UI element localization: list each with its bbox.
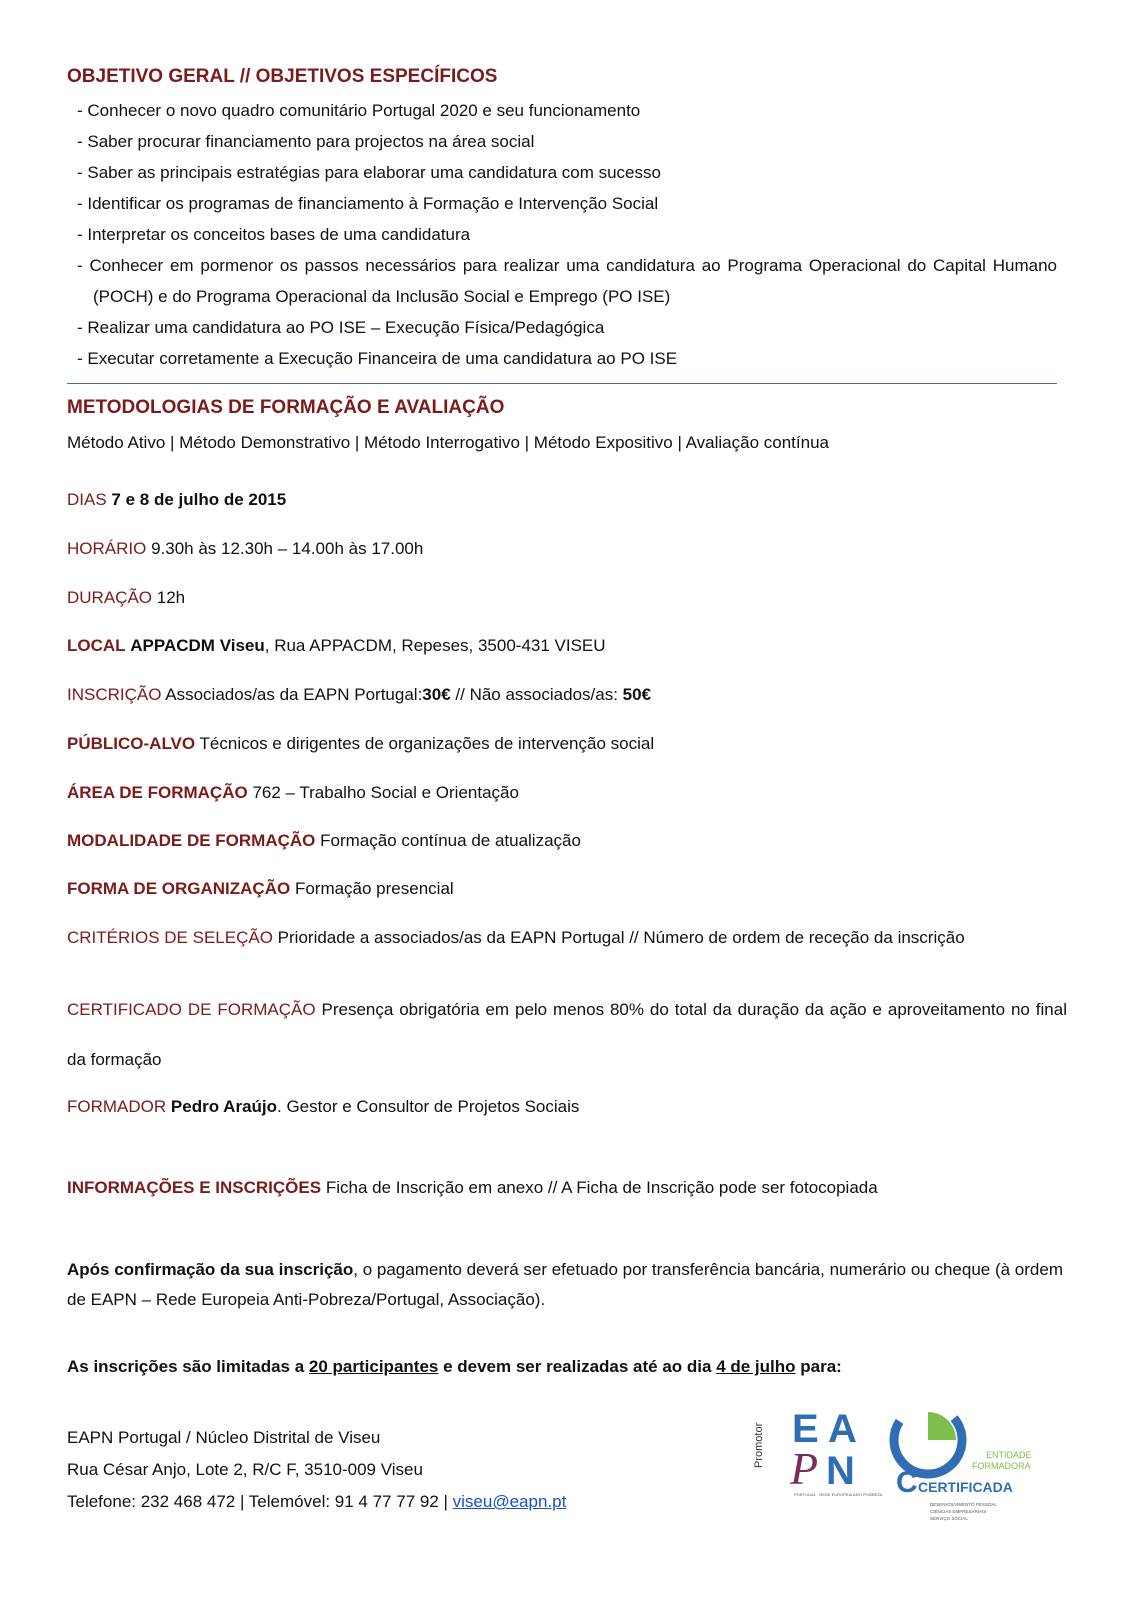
list-item: - Identificar os programas de financiamento à Formação e Intervenção Social <box>77 194 659 213</box>
eapn-subtitle: PORTUGAL · REDE EUROPEIA ANTI-POBREZA <box>794 1492 883 1497</box>
inscricao-row <box>67 685 1067 705</box>
certificada-c: C <box>896 1466 918 1499</box>
contact-block <box>67 1422 566 1518</box>
local-label: LOCAL <box>67 636 126 655</box>
formador-role: . Gestor e Consultor de Projetos Sociais <box>277 1097 580 1116</box>
formador-name: Pedro Araújo <box>170 1097 278 1116</box>
modalidade-row <box>67 831 1067 851</box>
limits-part3: para: <box>795 1357 842 1376</box>
formador-row <box>67 1097 1067 1117</box>
list-item: - Interpretar os conceitos bases de uma candidatura <box>77 225 471 244</box>
area-item: DESENVOLVIMENTO PESSOAL <box>930 1502 997 1507</box>
area-label: ÁREA DE FORMAÇÃO <box>67 783 248 802</box>
promotor-label: Promotor <box>753 1422 765 1468</box>
limits-part2: e devem ser realizadas até ao dia <box>438 1357 717 1376</box>
certificada-label: CERTIFICADA <box>918 1479 1013 1495</box>
dgert-leaf-icon <box>928 1412 956 1440</box>
certificado-row <box>67 985 1067 1085</box>
certificado-label: CERTIFICADO DE FORMAÇÃO <box>67 1000 316 1019</box>
formador-label: FORMADOR <box>67 1097 167 1116</box>
entidade-label: ENTIDADE <box>986 1450 1032 1460</box>
local-row <box>67 636 1067 656</box>
payment-text: , o pagamento deverá ser efetuado por transferência bancária, numerário ou cheque (à ordem de EAPN – Rede Europeia Anti-Pobreza/Portugal, Associação). <box>67 1260 1063 1309</box>
email-link[interactable]: viseu@eapn.pt <box>452 1492 567 1511</box>
eapn-logo <box>789 1407 883 1497</box>
local-address: , Rua APPACDM, Repeses, 3500-431 VISEU <box>264 636 606 655</box>
methodology-section <box>67 397 1057 453</box>
eapn-letter-e: E <box>792 1407 819 1451</box>
area-row <box>67 783 1067 803</box>
area-value: 762 – Trabalho Social e Orientação <box>252 783 519 802</box>
eapn-letter-p: P <box>790 1443 819 1494</box>
info-label: INFORMAÇÕES E INSCRIÇÕES <box>67 1178 322 1197</box>
area-item: SERVIÇO SOCIAL <box>930 1516 968 1521</box>
dias-row <box>67 490 1067 510</box>
list-item: - Executar corretamente a Execução Financeira de uma candidatura ao PO ISE <box>77 349 678 368</box>
payment-paragraph <box>67 1255 1067 1315</box>
logos-svg <box>750 1398 1050 1558</box>
contact-phone-text: Telefone: 232 468 472 | Telemóvel: 91 4 77 77 92 | <box>67 1492 453 1511</box>
objectives-title: OBJETIVO GERAL // OBJETIVOS ESPECÍFICOS <box>67 66 498 87</box>
limits-part1: As inscrições são limitadas a <box>67 1357 309 1376</box>
forma-value: Formação presencial <box>294 879 454 898</box>
dias-value: 7 e 8 de julho de 2015 <box>111 490 287 509</box>
inscricao-price-members: 30€ <box>422 685 451 704</box>
duracao-row <box>67 588 1067 608</box>
eapn-letter-n: N <box>826 1449 855 1493</box>
limits-date: 4 de julho <box>716 1357 796 1376</box>
list-item: - Saber procurar financiamento para projectos na área social <box>77 132 535 151</box>
certificado-value: Presença obrigatória em pelo menos 80% do total da duração da ação e aproveitamento no final da formação <box>67 1000 1067 1069</box>
forma-row <box>67 879 1067 899</box>
methodology-title: METODOLOGIAS DE FORMAÇÃO E AVALIAÇÃO <box>67 397 505 418</box>
inscricao-price-nonmembers: 50€ <box>622 685 652 704</box>
modalidade-value: Formação contínua de atualização <box>320 831 581 850</box>
criterios-row <box>67 928 1067 948</box>
list-item: - Saber as principais estratégias para elaborar uma candidatura com sucesso <box>77 163 661 182</box>
eapn-letter-a: A <box>828 1407 857 1451</box>
horario-label: HORÁRIO <box>67 539 147 558</box>
local-venue: APPACDM Viseu <box>130 636 265 655</box>
objectives-section <box>67 66 1057 374</box>
horario-value: 9.30h às 12.30h – 14.00h às 17.00h <box>151 539 424 558</box>
duracao-label: DURAÇÃO <box>67 588 153 607</box>
criterios-value: Prioridade a associados/as da EAPN Portugal // Número de ordem de receção da inscrição <box>277 928 965 947</box>
limits-line <box>67 1357 842 1377</box>
inscricao-label: INSCRIÇÃO <box>67 685 162 704</box>
contact-address: Rua César Anjo, Lote 2, R/C F, 3510-009 Viseu <box>67 1460 423 1479</box>
dgert-logo <box>880 1398 1031 1521</box>
forma-label: FORMA DE ORGANIZAÇÃO <box>67 879 291 898</box>
area-item: CIÊNCIAS EMPRESARIAIS <box>930 1509 987 1514</box>
duracao-value: 12h <box>156 588 186 607</box>
contact-phones <box>67 1486 566 1518</box>
section-divider <box>67 383 1057 384</box>
contact-org: EAPN Portugal / Núcleo Distrital de Viseu <box>67 1428 381 1447</box>
dias-label: DIAS <box>67 490 107 509</box>
limits-participants: 20 participantes <box>308 1357 439 1376</box>
publico-row <box>67 734 1067 754</box>
publico-label: PÚBLICO-ALVO <box>67 734 196 753</box>
logos-area <box>750 1398 1050 1558</box>
info-value: Ficha de Inscrição em anexo // A Ficha de Inscrição pode ser fotocopiada <box>325 1178 878 1197</box>
methodology-text: Método Ativo | Método Demonstrativo | Método Interrogativo | Método Expositivo | Avaliação contínua <box>67 433 829 452</box>
inscricao-text-members: Associados/as da EAPN Portugal: <box>165 685 423 704</box>
modalidade-label: MODALIDADE DE FORMAÇÃO <box>67 831 316 850</box>
publico-value: Técnicos e dirigentes de organizações de intervenção social <box>199 734 655 753</box>
formadora-label: FORMADORA <box>972 1461 1031 1471</box>
payment-bold: Após confirmação da sua inscrição <box>67 1260 354 1279</box>
info-row <box>67 1178 1067 1198</box>
horario-row <box>67 539 1067 559</box>
objectives-list <box>67 95 1057 374</box>
inscricao-text-nonmembers: // Não associados/as: <box>450 685 623 704</box>
dgert-label: DGERT <box>929 1439 950 1469</box>
list-item: - Realizar uma candidatura ao PO ISE – Execução Física/Pedagógica <box>77 318 605 337</box>
list-item: - Conhecer o novo quadro comunitário Portugal 2020 e seu funcionamento <box>77 101 641 120</box>
criterios-label: CRITÉRIOS DE SELEÇÃO <box>67 928 273 947</box>
list-item: - Conhecer em pormenor os passos necessários para realizar uma candidatura ao Programa Operacional do Capital Humano (POCH) e do Programa Operacional da Inclusão Social e Emprego (PO ISE) <box>77 256 1057 306</box>
